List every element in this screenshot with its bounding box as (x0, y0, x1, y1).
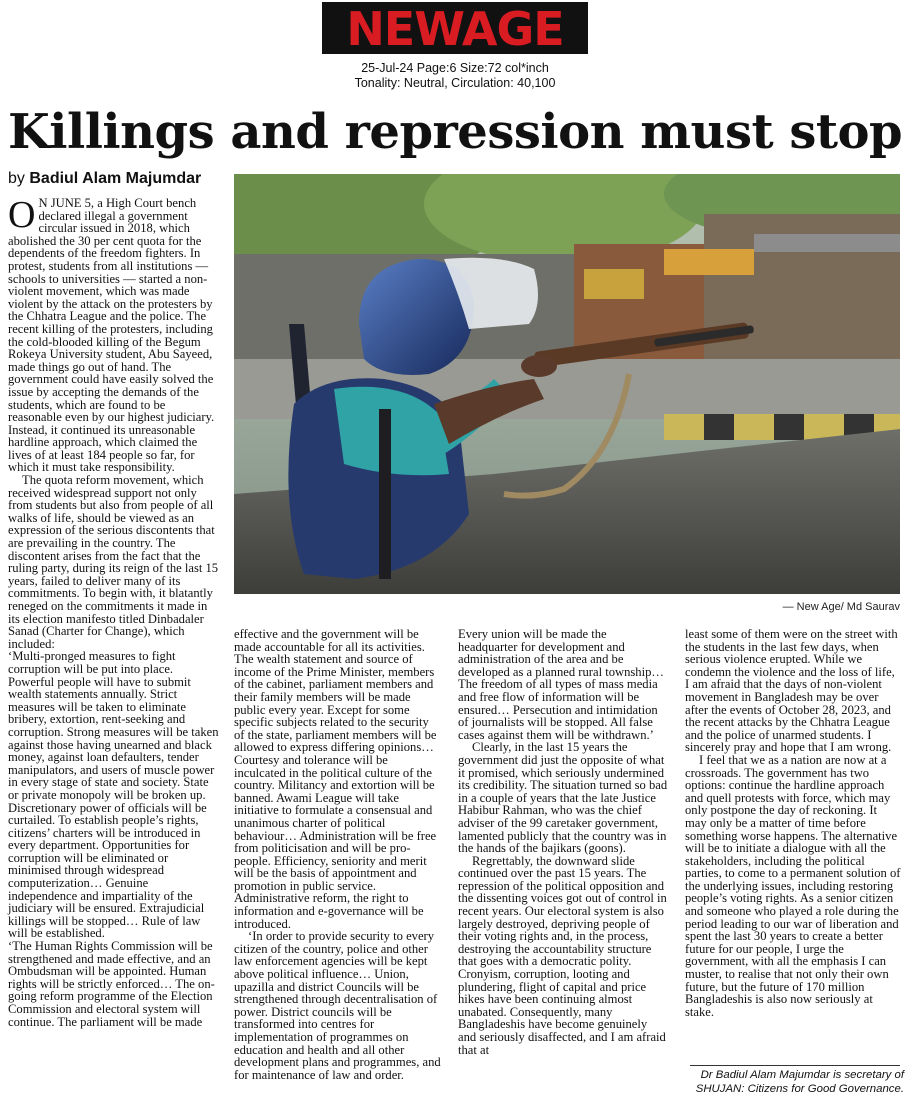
article-headline: Killings and repression must stop (8, 104, 903, 160)
article-paragraph: Every union will be made the headquarter for development and administration of the area and be developed as a planned rural township… The freedom of all types of mass media and free flow of information will be ensured… Persecution and intimidation of journalists will be stopped. All false cases against them will be withdrawn.’ (458, 627, 664, 742)
article-paragraph: least some of them were on the street with the students in the last few days, when serious violence erupted. While we condemn the violence and the loss of life, I am afraid that the days of non-violent movement in Bangladesh may be over after the events of October 28, 2023, and the recent attacks by the Chhatra League and the police of unarmed students. I sincerely pray and hope that I am wrong. (685, 627, 898, 755)
clip-meta-date-size: 25-Jul-24 Page:6 Size:72 col*inch (361, 61, 549, 75)
article-byline (8, 168, 201, 190)
byline-prefix: by (8, 170, 25, 187)
article-paragraph: effective and the government will be made accountable for all its activities. The wealth statement and source of income of the Prime Minister, members of the cabinet, parliament members and their family members will be made public every year. Except for some specific subjects related to the security of the state, parliament members will be allowed to express differing opinions… Courtesy and tolerance will be inculcated in the political culture of the country. Militancy and extortion will be banned. Awami League will take initiative to formulate a consensual and unanimous charter of political behaviour… Administration will be free from politicisation and will be pro-people. Efficiency, seniority and merit will be the basis of appointment and promotion in public service. Administrative reform, the right to information and e-governance will be introduced. (234, 627, 437, 931)
photo-credit: — New Age/ Md Saurav (782, 601, 900, 613)
article-column-3 (458, 628, 668, 1056)
article-paragraph: ‘In order to provide security to every citizen of the country, police and other law enforcement agencies will be kept above political influence… Union, upazilla and district Councils will be strengthened through decentralisation of power. District councils will be transformed into centres for implementation of programmes on education and health and all other development plans and programmes, and for maintenance of law and order. (234, 929, 441, 1082)
news-photo-police-officer-with-rifle (234, 174, 900, 594)
article-paragraph: I feel that we as a nation are now at a crossroads. The government has two options: continue the hardline approach and quell protests with force, which may only postpone the day of reckoning. It may only be a matter of time before something worse happens. The alternative will be to initiate a dialogue with all the stakeholders, including the political parties, to come to a permanent solution of the underlying issues, including restoring people’s voting rights. As a senior citizen and someone who played a role during the period leading to our war of liberation and spent the last 30 years to create a better future for our people, I urge the government, with all the emphasis I can muster, to realise that not only their own future, but the future of 170 million Bangladeshis is also now seriously at stake. (685, 752, 901, 1019)
article-paragraph: ‘Multi-pronged measures to fight corruption will be put into place. Powerful people will have to submit wealth statements annually. Strict measures will be taken to eliminate bribery, extortion, rent-seeking and corruption. Strong measures will be taken against those having unearned and black money, against loan defaulters, tender manipulators, and users of muscle power in every stage of state and society. State or private monopoly will be broken up. Discretionary power of officials will be curtailed. To establish people’s rights, citizens’ charters will be introduced in every department. Opportunities for corruption will be eliminated or minimised through widespread computerization… Genuine independence and impartiality of the judiciary will be ensured. Extrajudicial killings will be stopped… Rule of law will be established. (8, 649, 219, 941)
drop-cap: O (8, 194, 36, 236)
author-name: Badiul Alam Majumdar (29, 170, 202, 187)
article-paragraph: ‘The Human Rights Commission will be strengthened and made effective, and an Ombudsman will be appointed. Human rights will be strictly enforced… The on-going reform programme of the Election Commission and electoral system will continue. The parliament will be made (8, 939, 215, 1029)
article-paragraph: O N JUNE 5, a High Court bench declared illegal a government circular issued in 2018, which abolished the 30 per cent quota for the dependents of the freedom fighters. In protest, students from all institutions — schools to universities — started a non-violent movement, which was made violent by the attack on the protesters by the Chhatra League and the police. The recent killing of the protesters, including the cold-blooded killing of the Begum Rokeya University student, Abu Sayeed, made things go out of hand. The government could have easily solved the issue by accepting the demands of the students, which are found to be reasonable even by our highest judiciary. Instead, it continued its unreasonable hardline approach, which claimed the lives of at least 184 people so far, for which it must take responsibility. (8, 194, 215, 475)
article-column-2 (234, 628, 442, 1081)
article-paragraph: Clearly, in the last 15 years the government did just the opposite of what it promised, which seriously undermined its credibility. The situation turned so bad in a couple of years that the late Justice Habibur Rahman, who was the chief adviser of the 99 caretaker government, lamented publicly that the country was in the hands of the bajikars (goons). (458, 740, 668, 856)
clip-meta-tonality: Tonality: Neutral, Circulation: 40,100 (354, 76, 556, 90)
author-bio-divider (690, 1065, 900, 1066)
author-bio: Dr Badiul Alam Majumdar is secretary of SHUJAN: Citizens for Good Governance. (695, 1069, 904, 1095)
article-column-1 (8, 194, 220, 1029)
newspaper-masthead (322, 2, 588, 54)
photo-illustration (234, 174, 900, 594)
article-column-4 (685, 628, 901, 1018)
article-paragraph: The quota reform movement, which received widespread support not only from students but also from people of all walks of life, should be viewed as an expression of the serious discontents that are prevailing in the country. The discontent arises from the fact that the ruling party, during its reign of the last 15 years, failed to deliver many of its commitments. To begin with, it blatantly reneged on the commitments it made in its election manifesto titled Dinbadaler Sanad (Charter for Change), which included: (8, 473, 219, 651)
article-paragraph: Regrettably, the downward slide continued over the past 15 years. The repression of the political opposition and the dissenting voices got out of control in recent years. Our electoral system is also largely destroyed, depriving people of their voting rights and, in the process, destroying the accountability structure that goes with a democratic polity. Cronyism, corruption, looting and plundering, flight of capital and price hikes have been continuing almost unabated. Consequently, many Bangladeshis have become genuinely and seriously disaffected, and I am afraid that at (458, 853, 667, 1057)
masthead-logo: NEWAGE (346, 2, 564, 56)
